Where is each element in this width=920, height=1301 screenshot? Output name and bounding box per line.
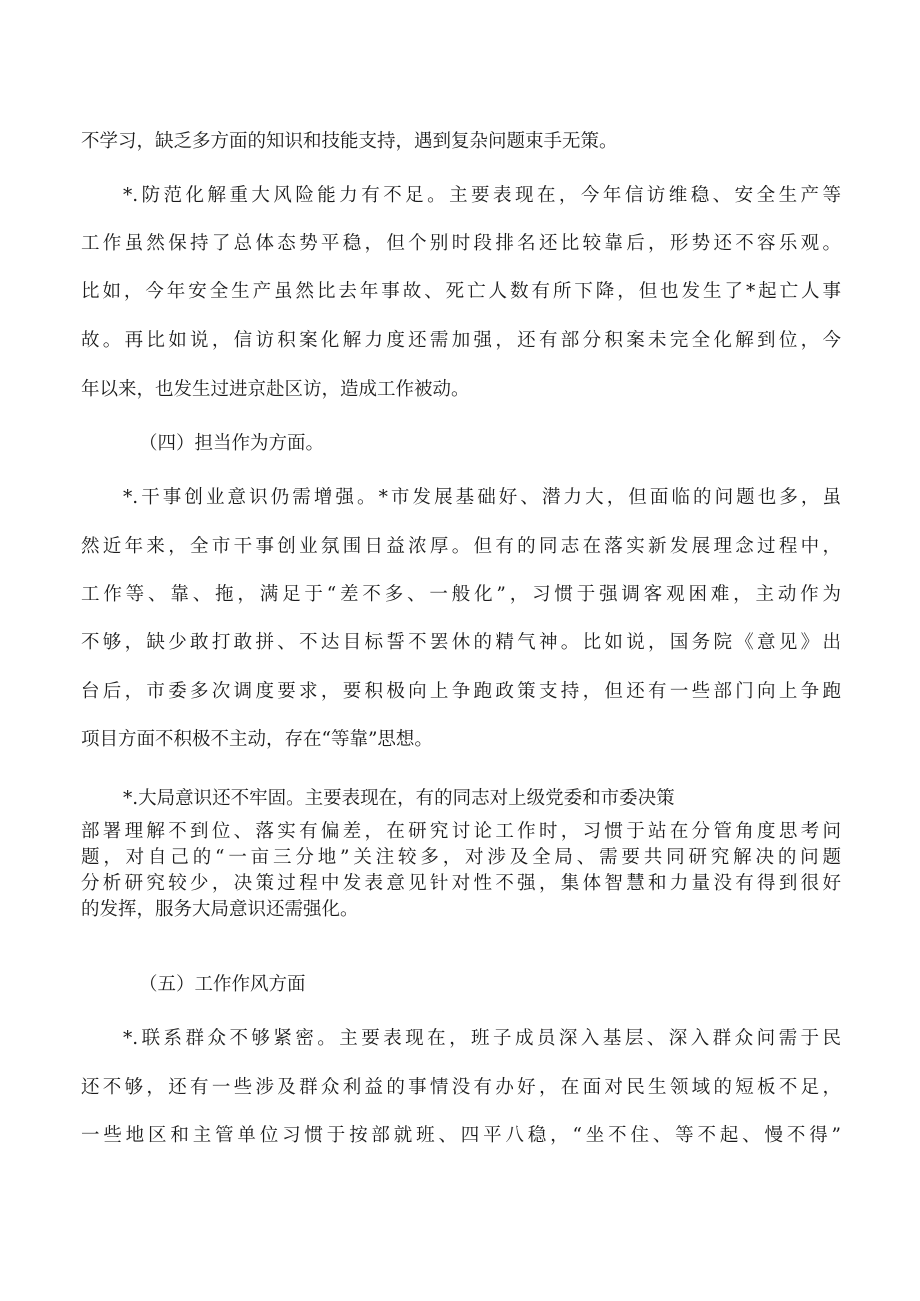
- paragraph-line: 年以来，也发生过进京赴区访，造成工作被动。: [81, 379, 470, 400]
- paragraph-line: 不够，缺少敢打敢拼、不达目标誓不罢休的精气神。比如说，国务院《意见》出: [81, 632, 841, 653]
- section-heading: （五）工作作风方面: [139, 974, 306, 995]
- paragraph-line: 故。再比如说，信访积案化解力度还需加强，还有部分积案未完全化解到位，今: [81, 330, 841, 351]
- section-heading: （四）担当作为方面。: [139, 433, 325, 454]
- paragraph-line: 比如，今年安全生产虽然比去年事故、死亡人数有所下降，但也发生了*起亡人事: [81, 281, 841, 302]
- paragraph-line: 台后，市委多次调度要求，要积极向上争跑政策支持，但还有一些部门向上争跑: [81, 681, 841, 702]
- paragraph-line: 分析研究较少，决策过程中发表意见针对性不强，集体智慧和力量没有得到很好: [81, 873, 841, 894]
- paragraph-line: 部署理解不到位、落实有偏差，在研究讨论工作时，习惯于站在分管角度思考问: [81, 821, 841, 842]
- paragraph-line: 不学习，缺乏多方面的知识和技能支持，遇到复杂问题束手无策。: [81, 131, 618, 152]
- paragraph-line: *.干事创业意识仍需增强。*市发展基础好、潜力大，但面临的问题也多，虽: [123, 487, 841, 508]
- paragraph-line: 的发挥，服务大局意识还需强化。: [81, 899, 359, 920]
- paragraph-line: *.联系群众不够紧密。主要表现在，班子成员深入基层、深入群众问需于民: [123, 1028, 841, 1049]
- paragraph-line: 项目方面不积极不主动，存在“等靠”思想。: [81, 729, 433, 750]
- paragraph-line: 然近年来，全市干事创业氛围日益浓厚。但有的同志在落实新发展理念过程中，: [81, 536, 841, 557]
- paragraph-line: 题，对自己的“一亩三分地”关注较多，对涉及全局、需要共同研究解决的问题: [81, 847, 841, 868]
- paragraph-line: *.防范化解重大风险能力有不足。主要表现在，今年信访维稳、安全生产等: [123, 185, 841, 206]
- paragraph-line: 一些地区和主管单位习惯于按部就班、四平八稳，“坐不住、等不起、慢不得”: [81, 1125, 841, 1146]
- paragraph-line: 工作等、靠、拖，满足于“差不多、一般化”，习惯于强调客观困难，主动作为: [81, 584, 841, 605]
- paragraph-line: *.大局意识还不牢固。主要表现在，有的同志对上级党委和市委决策: [123, 788, 675, 809]
- paragraph-line: 还不够，还有一些涉及群众利益的事情没有办好，在面对民生领域的短板不足，: [81, 1077, 841, 1098]
- paragraph-line: 工作虽然保持了总体态势平稳，但个别时段排名还比较靠后，形势还不容乐观。: [81, 233, 841, 254]
